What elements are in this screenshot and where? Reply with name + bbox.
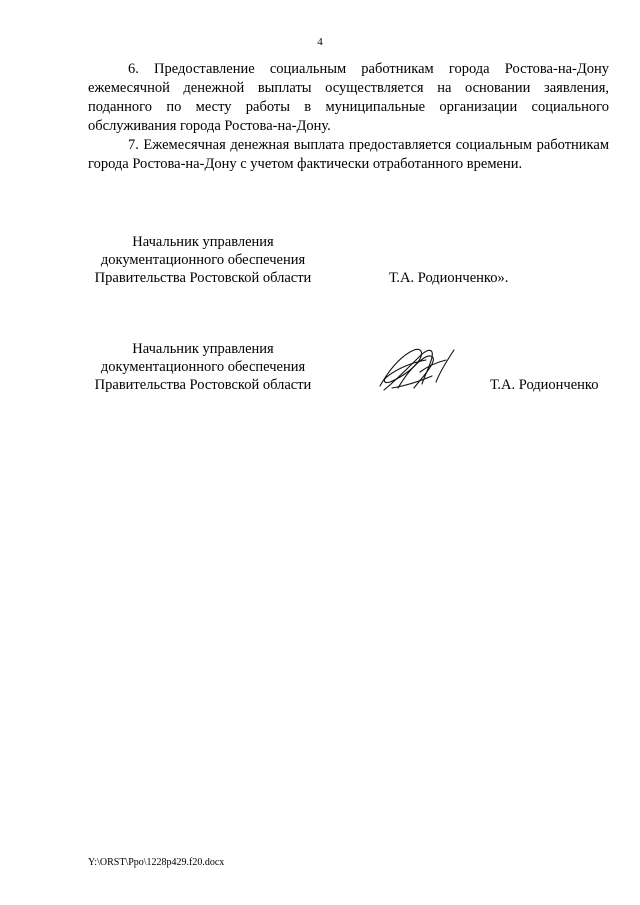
- handwritten-signature-icon: [374, 342, 460, 394]
- signatory-name-1: Т.А. Родионченко».: [389, 270, 509, 286]
- paragraph-7: 7. Ежемесячная денежная выплата предоставляется социальным работникам города Ростова-на-Дону с учетом фактически отработанного времени.: [88, 137, 609, 172]
- position-line: документационного обеспечения: [100, 359, 306, 375]
- position-line: Правительства Ростовской области: [94, 270, 312, 286]
- signatory-name-2: Т.А. Родионченко: [490, 377, 599, 393]
- signature-block-2-position: [88, 340, 318, 394]
- position-line: документационного обеспечения: [100, 252, 306, 268]
- page-number: 4: [317, 36, 323, 48]
- position-line: Начальник управления: [132, 341, 274, 357]
- document-body: [88, 60, 609, 174]
- position-line: Правительства Ростовской области: [94, 377, 312, 393]
- paragraph-6: 6. Предоставление социальным работникам города Ростова-на-Дону ежемесячной денежной выплаты осуществляется на основании заявления, поданного по месту работы в муниципальные организации социального обслуживания города Ростова-на-Дону.: [88, 61, 609, 134]
- footer-file-path: Y:\ORST\Ppo\1228p429.f20.docx: [88, 857, 225, 868]
- position-line: Начальник управления: [132, 234, 274, 250]
- signature-block-1-position: [88, 233, 318, 287]
